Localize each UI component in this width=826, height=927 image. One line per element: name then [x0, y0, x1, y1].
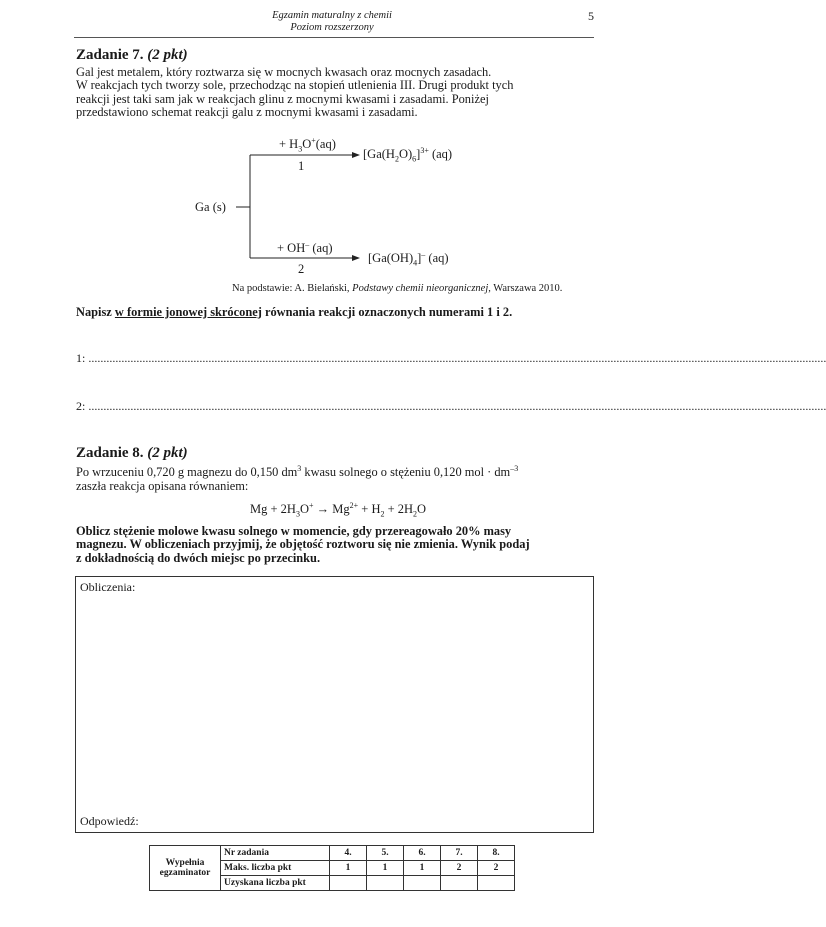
max-points-cell: 1	[367, 861, 404, 876]
task7-title-main: Zadanie 7.	[76, 47, 144, 63]
header-exam-title: Egzamin maturalny z chemii	[272, 10, 392, 21]
obtained-points-cell[interactable]	[367, 876, 404, 891]
task-number-cell: 4.	[330, 846, 367, 861]
obtained-points-cell[interactable]	[478, 876, 515, 891]
task7-text-line: W reakcjach tych tworzy sole, przechodząc na stopień utlenienia III. Drugi produkt tych	[76, 78, 514, 93]
task8-text	[76, 462, 592, 493]
reagent-1: + $H_3O^+(aq)$	[279, 136, 336, 154]
task8-equation: $Mg + 2H_3O^+ \to Mg^{2+} + H_2 + 2H_2O$	[250, 501, 427, 519]
reagent-2: + OH– (aq)	[277, 240, 333, 256]
obtained-points-cell[interactable]	[441, 876, 478, 891]
task-number-cell: 8.	[478, 846, 515, 861]
task7-text-line: przedstawiono schemat reakcji galu z mocnymi kwasami i zasadami.	[76, 105, 418, 120]
calc-label: Obliczenia:	[80, 580, 136, 594]
answer-2-dots: ......................................................................................................................................................................................................................................................	[88, 399, 826, 413]
source-citation	[232, 283, 562, 294]
calculation-box[interactable]	[75, 576, 594, 833]
task7-instruction-part: równania reakcji oznaczonych numerami 1 i 2.	[261, 305, 513, 319]
task7-instruction-underlined: w formie jonowej skróconej	[114, 305, 262, 319]
answer-1-dots: ......................................................................................................................................................................................................................................................	[88, 351, 826, 365]
answer-2-label: 2:	[76, 399, 86, 413]
header-level: Poziom rozszerzony	[290, 22, 374, 33]
reaction-label-1: 1	[298, 159, 305, 173]
task8-text-line: zaszła reakcja opisana równaniem:	[76, 478, 249, 493]
answer-label: Odpowiedź:	[80, 814, 139, 828]
evaluator-label-line: egzaminator	[159, 868, 211, 878]
max-points-cell: 1	[404, 861, 441, 876]
task8-instruction-line: Oblicz stężenie molowe kwasu solnego w momencie, gdy przereagowało 20% masy	[76, 524, 512, 538]
task7-title-points: (2 pkt)	[147, 47, 188, 63]
reactant-ga: Ga (s)	[195, 200, 226, 214]
task-number-cell: 6.	[404, 846, 441, 861]
evaluator-label	[150, 846, 221, 891]
max-points-cell: 2	[478, 861, 515, 876]
obtained-points-cell[interactable]	[330, 876, 367, 891]
answer-line-2[interactable]	[76, 399, 826, 414]
task7-instruction	[76, 305, 512, 320]
obtained-points-cell[interactable]	[404, 876, 441, 891]
task-number-cell: 7.	[441, 846, 478, 861]
task8-instruction-line: z dokładnością do dwóch miejsc po przecinku.	[76, 550, 321, 565]
source-suffix: , Warszawa 2010.	[488, 283, 563, 294]
product-1: $[Ga(H_2O)_6]^{3+}$ (aq)	[363, 146, 453, 164]
task7-instruction-part: Napisz	[76, 305, 115, 319]
page-number: 5	[588, 9, 594, 23]
row-label-task-number: Nr zadania	[221, 846, 330, 861]
answer-line-1[interactable]	[76, 351, 826, 366]
row-label-obtained-points: Uzyskana liczba pkt	[221, 876, 330, 891]
task8-title-points: (2 pkt)	[147, 445, 188, 461]
reaction-label-2: 2	[298, 262, 305, 276]
table-row	[150, 846, 515, 861]
answer-1-label: 1:	[76, 351, 86, 365]
source-prefix: Na podstawie: A. Bielański,	[232, 283, 350, 294]
task-number-cell: 5.	[367, 846, 404, 861]
task7-text-line: reakcji jest taki sam jak w reakcjach glinu z mocnymi kwasami i zasadami. Poniżej	[76, 91, 489, 106]
task8-title-main: Zadanie 8.	[76, 445, 144, 461]
product-2: $[Ga(OH)_4]^-$ (aq)	[368, 250, 449, 268]
row-label-max-points: Maks. liczba pkt	[221, 861, 330, 876]
task8-instruction-line: magnezu. W obliczeniach przyjmij, że objętość roztworu się nie zmienia. Wynik podaj	[76, 537, 530, 552]
reaction-scheme	[0, 0, 664, 300]
max-points-cell: 2	[441, 861, 478, 876]
evaluator-label-line: Wypełnia	[165, 858, 205, 868]
evaluation-table	[149, 845, 515, 891]
task8-title	[76, 445, 188, 462]
task8-text-line: Po wrzuceniu 0,720 g magnezu do 0,150 $dm^3$ kwasu solnego o stężeniu 0,120 mol · $dm^{-3}$	[76, 464, 519, 480]
task7-text-line: Gal jest metalem, który roztwarza się w mocnych kwasach oraz mocnych zasadach.	[76, 65, 492, 79]
max-points-cell: 1	[330, 861, 367, 876]
source-title: Podstawy chemii nieorganicznej	[352, 283, 489, 294]
task8-instruction	[76, 525, 592, 565]
